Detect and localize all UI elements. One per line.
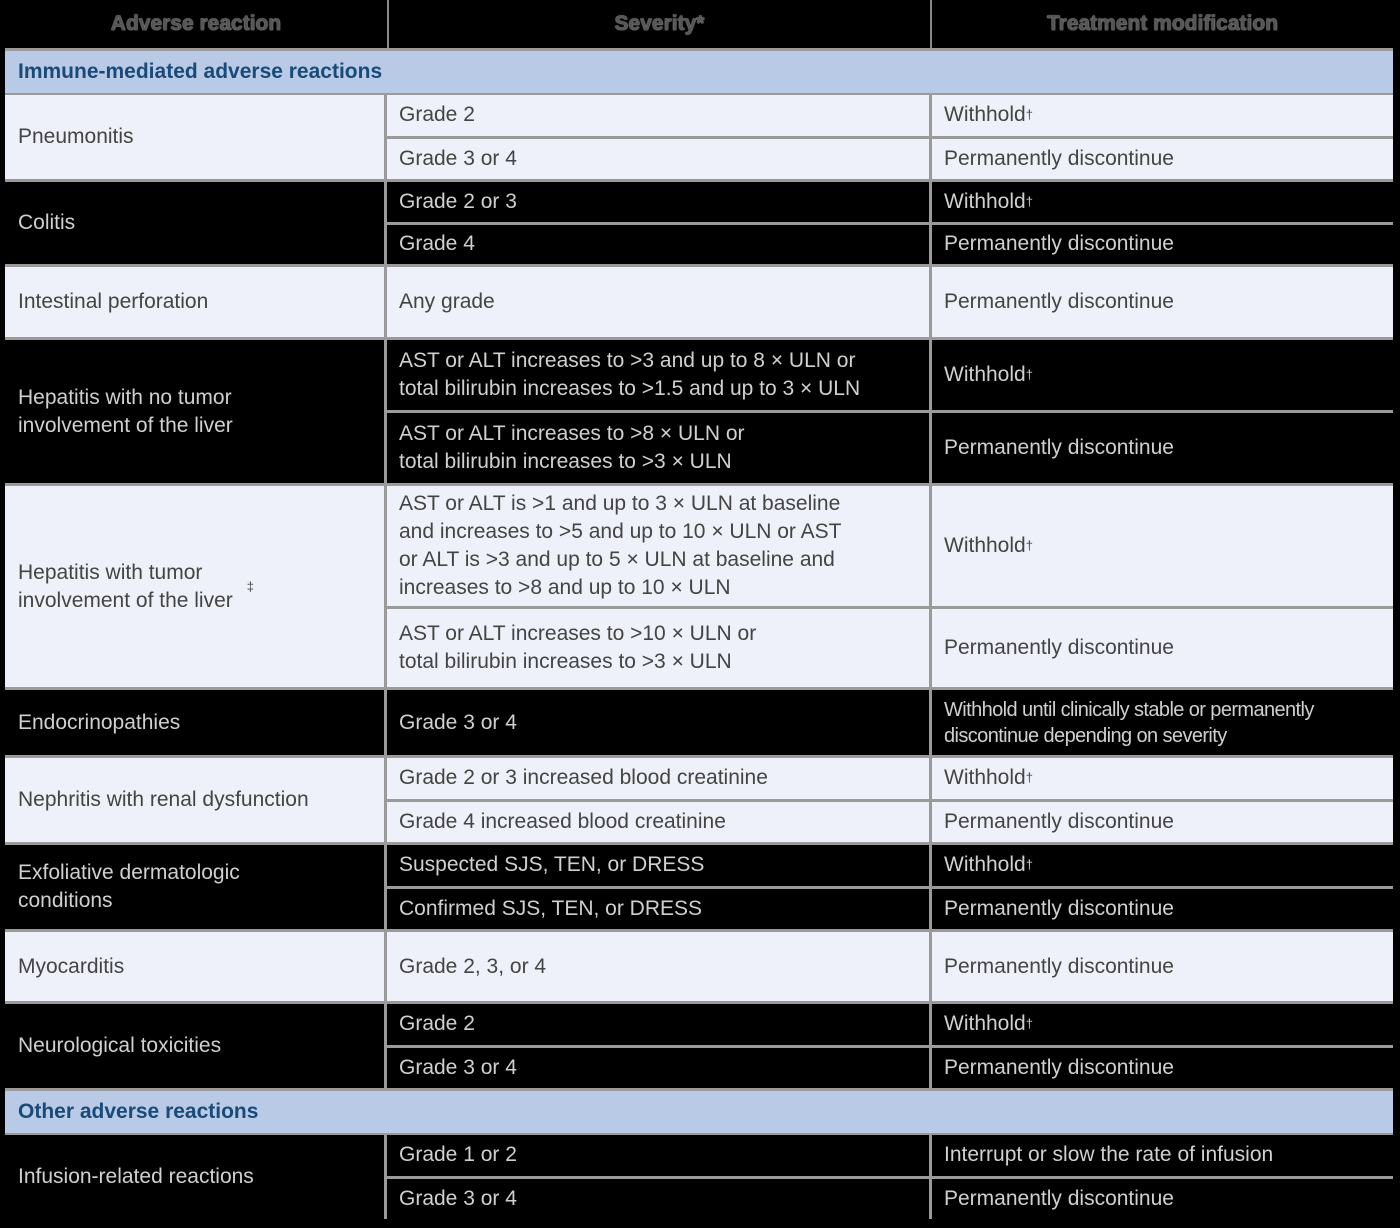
severity-cell: Grade 4 increased blood creatinine bbox=[399, 809, 726, 833]
treatment-cell: Withhold † bbox=[929, 1004, 1393, 1045]
treatment-cell: Permanently discontinue bbox=[929, 889, 1393, 930]
severity-cell: Grade 2 or 3 bbox=[399, 189, 517, 213]
table-row-exfoliative-dermatologic bbox=[5, 845, 1393, 932]
severity-cell: Any grade bbox=[399, 290, 495, 313]
treatment-cell: Permanently discontinue bbox=[929, 413, 1393, 483]
section-immune-mediated: Immune-mediated adverse reactions bbox=[5, 48, 1393, 95]
reaction-cell: Intestinal perforation bbox=[5, 267, 387, 337]
table-row-myocarditis bbox=[5, 932, 1393, 1004]
table-row-pneumonitis bbox=[5, 95, 1393, 182]
table-row-endocrinopathies bbox=[5, 690, 1393, 758]
severity-cell: Grade 3 or 4 bbox=[399, 1186, 517, 1210]
severity-cell: AST or ALT increases to >8 × ULN or total bilirubin increases to >3 × ULN bbox=[399, 422, 745, 473]
treatment-cell: Withhold † bbox=[929, 486, 1393, 606]
severity-cell: Grade 2 bbox=[399, 103, 475, 127]
table-row-neurological bbox=[5, 1004, 1393, 1088]
header-adverse-reaction: Adverse reaction bbox=[110, 12, 282, 35]
severity-cell: Grade 2 bbox=[399, 1012, 475, 1036]
treatment-cell: Permanently discontinue bbox=[929, 609, 1393, 687]
treatment-cell: Withhold † bbox=[929, 182, 1393, 222]
treatment-cell: Withhold † bbox=[929, 95, 1393, 136]
dose-modification-table bbox=[5, 0, 1393, 1219]
severity-cell: AST or ALT increases to >10 × ULN or total bilirubin increases to >3 × ULN bbox=[399, 622, 757, 674]
severity-cell: Confirmed SJS, TEN, or DRESS bbox=[399, 896, 703, 920]
reaction-cell: Colitis bbox=[5, 182, 387, 264]
severity-cell: Grade 2, 3, or 4 bbox=[399, 954, 547, 978]
reaction-cell: Endocrinopathies bbox=[5, 690, 387, 755]
severity-cell: Grade 3 or 4 bbox=[399, 1055, 517, 1079]
severity-cell: Grade 3 or 4 bbox=[399, 146, 517, 170]
treatment-cell: Permanently discontinue bbox=[929, 1179, 1393, 1220]
severity-cell: Grade 2 or 3 increased blood creatinine bbox=[399, 766, 768, 790]
severity-cell: Grade 4 bbox=[399, 232, 475, 256]
severity-cell: AST or ALT increases to >3 and up to 8 × ULN or total bilirubin increases to >1.5 and up to 3 × ULN bbox=[399, 349, 861, 400]
treatment-cell: Withhold until clinically stable or permanently discontinue depending on severity bbox=[929, 690, 1393, 755]
reaction-cell: Hepatitis with tumor involvement of the liver ‡ bbox=[5, 486, 387, 687]
treatment-cell: Permanently discontinue bbox=[929, 225, 1393, 265]
treatment-cell: Permanently discontinue bbox=[929, 139, 1393, 180]
table-row-nephritis bbox=[5, 758, 1393, 845]
table-row-intestinal-perforation bbox=[5, 267, 1393, 340]
treatment-cell: Permanently discontinue bbox=[929, 932, 1393, 1001]
treatment-cell: Withhold † bbox=[929, 340, 1393, 410]
table-row-hepatitis-tumor bbox=[5, 486, 1393, 690]
severity-cell: Grade 1 or 2 bbox=[399, 1143, 517, 1167]
table-row-infusion-related bbox=[5, 1135, 1393, 1219]
treatment-cell: Withhold † bbox=[929, 758, 1393, 799]
treatment-cell: Permanently discontinue bbox=[929, 1048, 1393, 1089]
reaction-cell: Infusion-related reactions bbox=[5, 1135, 387, 1219]
table-header bbox=[5, 0, 1393, 48]
treatment-cell: Interrupt or slow the rate of infusion bbox=[929, 1135, 1393, 1176]
treatment-cell: Permanently discontinue bbox=[929, 267, 1393, 337]
header-severity: Severity* bbox=[387, 0, 930, 48]
reaction-cell: Myocarditis bbox=[5, 932, 387, 1001]
reaction-cell: Hepatitis with no tumor involvement of the liver bbox=[5, 340, 387, 483]
section-other: Other adverse reactions bbox=[5, 1088, 1393, 1135]
treatment-cell: Withhold † bbox=[929, 845, 1393, 886]
table-row-hepatitis-no-tumor bbox=[5, 340, 1393, 486]
severity-cell: AST or ALT is >1 and up to 3 × ULN at baseline and increases to >5 and up to 10 × ULN or AST or ALT is >3 and up to 5 × ULN at baseline and increases to >8 and up to 10 × ULN bbox=[399, 492, 842, 600]
reaction-cell: Nephritis with renal dysfunction bbox=[5, 758, 387, 842]
reaction-cell: Exfoliative dermatologic conditions bbox=[5, 845, 387, 929]
severity-cell: Suspected SJS, TEN, or DRESS bbox=[399, 853, 705, 877]
header-treatment-modification: Treatment modification bbox=[930, 0, 1393, 48]
severity-cell: Grade 3 or 4 bbox=[399, 710, 517, 734]
reaction-cell: Pneumonitis bbox=[5, 95, 387, 179]
table-row-colitis bbox=[5, 182, 1393, 267]
reaction-cell: Neurological toxicities bbox=[5, 1004, 387, 1088]
treatment-cell: Permanently discontinue bbox=[929, 802, 1393, 843]
